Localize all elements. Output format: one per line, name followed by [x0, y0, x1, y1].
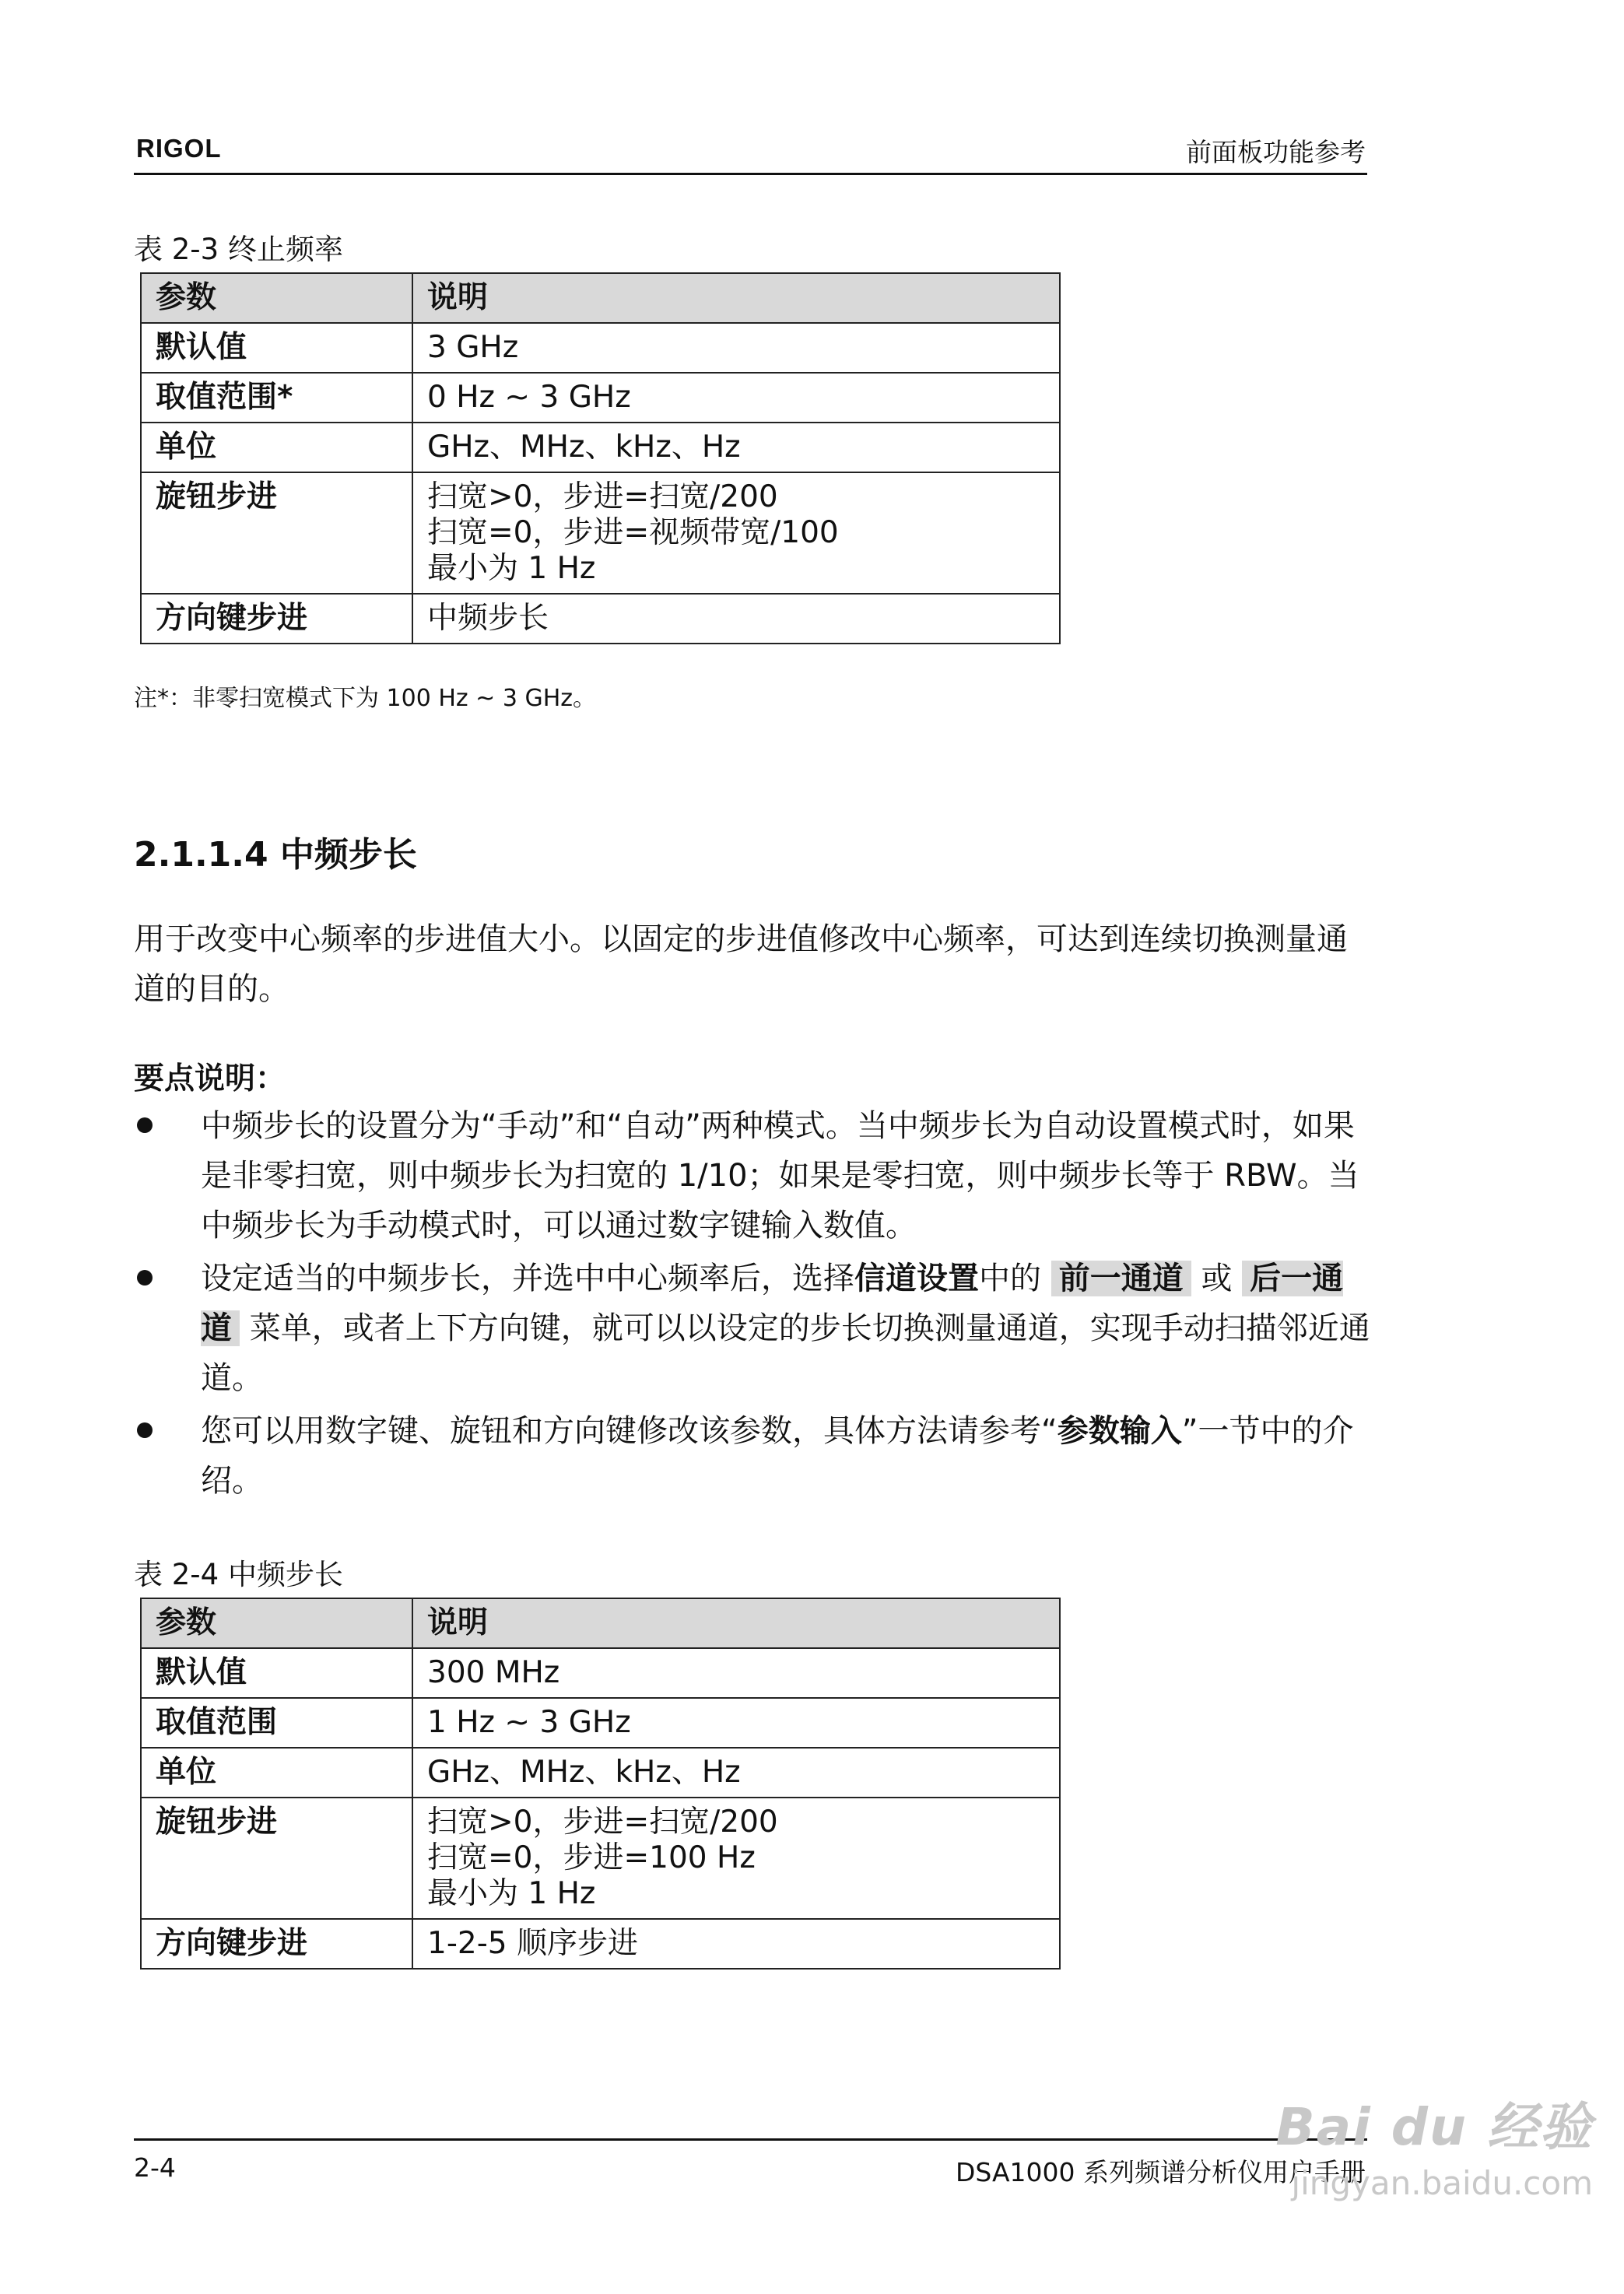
table-note: 注*：非零扫宽模式下为 100 Hz ~ 3 GHz。	[134, 685, 597, 712]
reference-link: 参数输入	[1057, 1413, 1182, 1449]
point-text: 您可以用数字键、旋钮和方向键修改该参数，具体方法请参考“	[201, 1413, 1058, 1449]
header-section-title: 前面板功能参考	[1186, 137, 1366, 167]
row-value: 3 GHz	[412, 323, 1060, 373]
row-line: 最小为 1 Hz	[427, 551, 596, 586]
table-header-desc: 说明	[412, 273, 1060, 323]
list-item	[134, 1254, 1371, 1403]
points-list	[134, 1101, 1371, 1509]
watermark-logo: Bai du 经验	[1275, 2097, 1593, 2157]
table-header-param: 参数	[141, 273, 412, 323]
row-key: 旋钮步进	[141, 472, 412, 594]
row-value: 中频步长	[412, 594, 1060, 644]
table-row	[141, 323, 1060, 373]
bullet-icon	[137, 1422, 153, 1438]
row-line: 扫宽=0，步进=100 Hz	[427, 1840, 756, 1875]
table-header-row	[141, 273, 1060, 323]
next-channel-key: 后一通道	[201, 1261, 1344, 1346]
prev-channel-key: 前一通道	[1051, 1261, 1191, 1296]
point-text: 菜单，或者上下方向键，就可以以设定的步长切换测量通道，实现手动扫描邻近通道。	[201, 1310, 1370, 1396]
table-row	[141, 1748, 1060, 1798]
row-value: 300 MHz	[412, 1648, 1060, 1698]
row-key: 默认值	[141, 323, 412, 373]
table-row	[141, 1648, 1060, 1698]
row-key: 方向键步进	[141, 594, 412, 644]
table-row	[141, 373, 1060, 423]
points-title: 要点说明：	[134, 1061, 286, 1096]
table-2-4	[140, 1598, 1061, 1970]
table-header-desc: 说明	[412, 1598, 1060, 1648]
row-key: 单位	[141, 423, 412, 472]
table-header-param: 参数	[141, 1598, 412, 1648]
table-2-4-caption: 表 2-4 中频步长	[134, 1558, 343, 1591]
bullet-icon	[137, 1117, 153, 1133]
section-heading: 2.1.1.4 中频步长	[134, 835, 417, 875]
row-value-multiline	[412, 1798, 1060, 1919]
point-text: 中的	[979, 1261, 1041, 1296]
footer-title: DSA1000 系列频谱分析仪用户手册	[955, 2157, 1366, 2187]
row-value: 1 Hz ~ 3 GHz	[412, 1698, 1060, 1748]
list-item	[134, 1406, 1371, 1506]
brand-logo: RIGOL	[136, 134, 222, 163]
table-row	[141, 423, 1060, 472]
row-value: GHz、MHz、kHz、Hz	[412, 423, 1060, 472]
row-line: 扫宽>0，步进=扫宽/200	[427, 1805, 778, 1840]
watermark	[1275, 2085, 1593, 2202]
point-text: ”一节中的介绍。	[201, 1413, 1354, 1499]
footer-rule	[134, 2138, 1367, 2141]
row-key: 取值范围	[141, 1698, 412, 1748]
row-key: 默认值	[141, 1648, 412, 1698]
row-value: 0 Hz ~ 3 GHz	[412, 373, 1060, 423]
row-key: 旋钮步进	[141, 1798, 412, 1919]
table-2-3-caption: 表 2-3 终止频率	[134, 233, 343, 266]
table-row	[141, 594, 1060, 644]
table-row	[141, 1798, 1060, 1919]
point-text: 中频步长的设置分为“手动”和“自动”两种模式。当中频步长为自动设置模式时，如果是非零扫宽，则中频步长为扫宽的 1/10；如果是零扫宽，则中频步长等于 RBW。当中频步长为手动模式时，可以通过数字键输入数值。	[201, 1108, 1359, 1243]
row-line: 扫宽=0，步进=视频带宽/100	[427, 515, 839, 550]
footer-page-number: 2-4	[134, 2152, 176, 2183]
watermark-url: jingyan.baidu.com	[1291, 2164, 1593, 2202]
point-text: 或	[1201, 1261, 1233, 1296]
bullet-icon	[137, 1270, 153, 1286]
table-2-3	[140, 272, 1061, 644]
row-line: 最小为 1 Hz	[427, 1876, 596, 1911]
row-key: 取值范围*	[141, 373, 412, 423]
list-item	[134, 1101, 1371, 1250]
row-key: 单位	[141, 1748, 412, 1798]
table-row	[141, 1919, 1060, 1969]
table-header-row	[141, 1598, 1060, 1648]
table-row	[141, 472, 1060, 594]
row-key: 方向键步进	[141, 1919, 412, 1969]
row-value: GHz、MHz、kHz、Hz	[412, 1748, 1060, 1798]
intro-paragraph: 用于改变中心频率的步进值大小。以固定的步进值修改中心频率，可达到连续切换测量通道的目的。	[134, 921, 1348, 1007]
menu-name: 信道设置	[854, 1261, 979, 1296]
row-line: 扫宽>0，步进=扫宽/200	[427, 479, 778, 514]
table-row	[141, 1698, 1060, 1748]
header-rule	[134, 173, 1367, 175]
row-value: 1-2-5 顺序步进	[412, 1919, 1060, 1969]
row-value-multiline	[412, 472, 1060, 594]
point-text: 设定适当的中频步长，并选中中心频率后，选择	[201, 1261, 854, 1296]
